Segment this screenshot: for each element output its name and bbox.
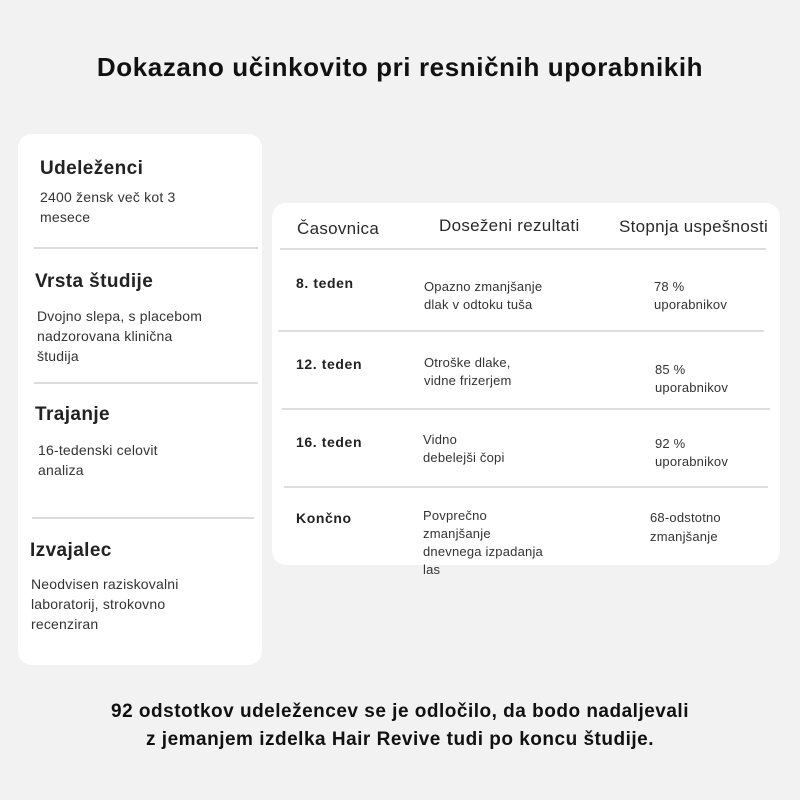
row-result <box>424 354 512 390</box>
row-success-line: 85 % <box>655 362 686 377</box>
divider <box>34 382 258 384</box>
row-result <box>423 507 543 579</box>
row-success-line: zmanjšanje <box>650 529 718 544</box>
row-success-line: uporabnikov <box>655 380 729 395</box>
row-result-line: Otroške dlake, <box>424 355 511 370</box>
study-details-card <box>18 134 262 665</box>
row-success-line: uporabnikov <box>655 454 729 469</box>
study-type-text-line: nadzorovana klinična <box>37 328 173 344</box>
footer-line-2: z jemanjem izdelka Hair Revive tudi po koncu študije. <box>146 729 654 750</box>
row-divider <box>278 330 764 332</box>
study-type-heading: Vrsta študije <box>35 271 154 292</box>
row-result-line: debelejši čopi <box>423 450 505 465</box>
header-success: Stopnja uspešnosti <box>619 217 769 236</box>
results-table <box>272 203 780 577</box>
header-timeline: Časovnica <box>297 219 380 238</box>
duration-text <box>38 440 158 480</box>
row-result-line: zmanjšanje <box>423 526 491 541</box>
row-result-line: dlak v odtoku tuša <box>424 297 533 312</box>
provider-text-line: Neodvisen raziskovalni <box>31 576 179 592</box>
row-result <box>423 431 505 467</box>
participants-text <box>40 187 176 227</box>
footer-line-1: 92 odstotkov udeležencev se je odločilo, da bodo nadaljevali <box>111 701 689 722</box>
study-type-text-line: Dvojno slepa, s placebom <box>37 308 203 324</box>
row-success-line: uporabnikov <box>654 297 728 312</box>
duration-text-line: analiza <box>38 462 84 478</box>
participants-heading: Udeleženci <box>40 158 144 179</box>
row-divider <box>282 408 770 410</box>
row-result <box>424 278 542 314</box>
provider-heading: Izvajalec <box>30 540 112 561</box>
row-result-line: Vidno <box>423 432 458 447</box>
row-label: 12. teden <box>296 356 363 372</box>
row-success <box>655 435 728 471</box>
row-success <box>654 278 727 314</box>
row-label: Končno <box>296 510 352 526</box>
row-success-line: 92 % <box>655 436 686 451</box>
page-title: Dokazano učinkovito pri resničnih uporabnikih <box>96 52 704 82</box>
row-result-line: las <box>423 562 441 577</box>
study-type-text-line: študija <box>37 348 79 364</box>
participants-text-line: mesece <box>40 209 91 225</box>
row-success <box>655 361 728 397</box>
footer-statement <box>0 698 800 754</box>
row-result-line: Povprečno <box>423 508 487 523</box>
provider-text-line: recenziran <box>31 616 99 632</box>
participants-text-line: 2400 žensk več kot 3 <box>40 189 176 205</box>
header-results: Doseženi rezultati <box>439 216 580 235</box>
row-success <box>650 508 721 546</box>
row-result-line: vidne frizerjem <box>424 373 512 388</box>
divider <box>32 517 254 519</box>
row-label: 8. teden <box>296 275 354 291</box>
divider <box>34 247 258 249</box>
header-divider <box>280 248 766 250</box>
row-result-line: Opazno zmanjšanje <box>424 279 543 294</box>
duration-heading: Trajanje <box>35 404 111 425</box>
row-divider <box>284 486 768 488</box>
row-result-line: dnevnega izpadanja <box>423 544 543 559</box>
row-success-line: 78 % <box>654 279 685 294</box>
study-type-text <box>37 306 202 366</box>
duration-text-line: 16-tedenski celovit <box>38 442 158 458</box>
row-success-line: 68-odstotno <box>650 510 721 525</box>
provider-text-line: laboratorij, strokovno <box>31 596 166 612</box>
row-label: 16. teden <box>296 434 363 450</box>
provider-text <box>31 574 179 634</box>
